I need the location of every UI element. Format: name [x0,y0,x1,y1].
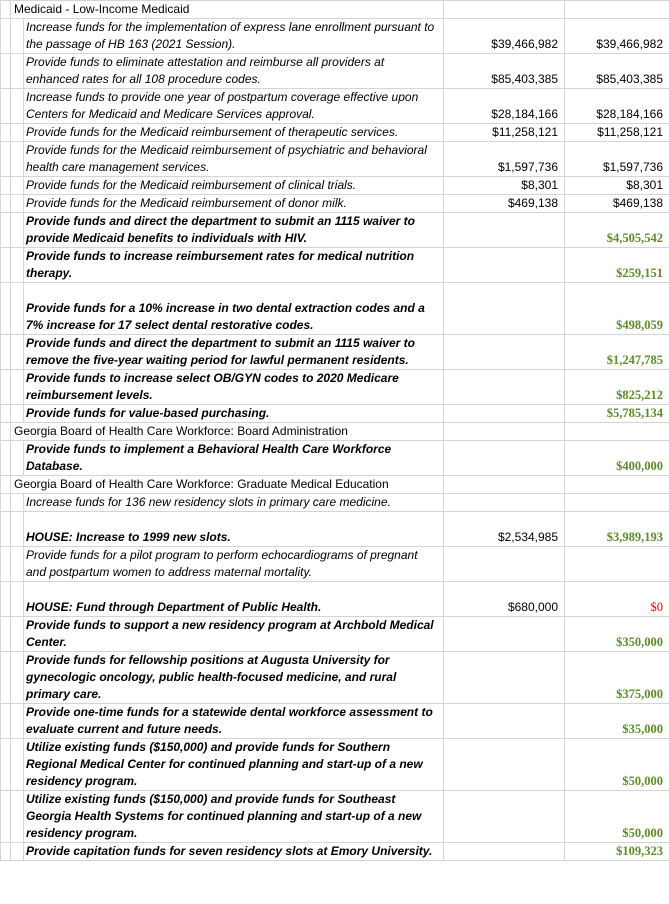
item-description-cell [24,89,444,124]
item-description: Provide funds to support a new residency program at Archbold Medical Center. [26,618,434,649]
governor-amount [444,283,565,335]
line-item-row [1,582,669,617]
item-description-cell [24,124,444,142]
item-description-cell [24,704,444,739]
item-description: Provide funds for a pilot program to perform echocardiograms of pregnant and postpartum women to address maternal mortality. [26,548,418,579]
budget-table-body [1,1,669,861]
indent-cell [11,704,24,739]
item-description: Provide funds for the Medicaid reimbursement of donor milk. [26,196,347,210]
indent-cell [11,512,24,547]
empty-cell [444,476,565,494]
empty-cell [565,1,669,19]
indent-cell [11,124,24,142]
indent-cell [11,547,24,582]
indent-cell [11,283,24,335]
indent-cell [1,441,11,476]
house-amount: $8,301 [565,177,669,195]
item-description-cell [24,494,444,512]
house-amount: $109,323 [565,843,669,861]
item-description-cell [24,248,444,283]
indent-cell [1,124,11,142]
line-item-row [1,195,669,213]
section-header-row [1,423,669,441]
item-description: Provide funds for the Medicaid reimbursement of clinical trials. [26,178,357,192]
item-description: Provide funds for a 10% increase in two dental extraction codes and a 7% increase for 17 select dental restorative codes. [26,301,425,332]
house-amount [565,494,669,512]
governor-amount: $469,138 [444,195,565,213]
house-amount: $375,000 [565,652,669,704]
line-item-row [1,494,669,512]
item-description: Increase funds for 136 new residency slots in primary care medicine. [26,495,391,509]
spacer [26,582,440,599]
line-item-row [1,124,669,142]
empty-cell [444,1,565,19]
item-description: Provide funds for the Medicaid reimbursement of therapeutic services. [26,125,399,139]
indent-cell [1,405,11,423]
item-description-cell [24,335,444,370]
house-amount: $85,403,385 [565,54,669,89]
item-description: Provide funds to increase reimbursement rates for medical nutrition therapy. [26,249,415,280]
indent-cell [11,494,24,512]
item-description: Provide funds for fellowship positions at Augusta University for gynecologic oncology, public health-focused medicine, and rural primary care. [26,653,397,701]
house-amount: $0 [565,582,669,617]
indent-cell [1,739,11,791]
indent-cell [11,335,24,370]
indent-cell [11,739,24,791]
item-description-cell [24,283,444,335]
indent-cell [11,617,24,652]
house-amount: $3,989,193 [565,512,669,547]
governor-amount [444,652,565,704]
governor-amount [444,739,565,791]
item-description: Provide one-time funds for a statewide dental workforce assessment to evaluate current and future needs. [26,705,433,736]
line-item-row [1,547,669,582]
item-description: Provide funds to implement a Behavioral Health Care Workforce Database. [26,442,392,473]
governor-amount [444,547,565,582]
item-description: Increase funds for the implementation of express lane enrollment pursuant to the passage of HB 163 (2021 Session). [26,20,435,51]
indent-cell [1,791,11,843]
item-description-cell [24,739,444,791]
indent-cell [11,19,24,54]
item-description: Provide funds for value-based purchasing. [26,406,270,420]
empty-cell [565,476,669,494]
empty-cell [565,423,669,441]
indent-cell [1,177,11,195]
governor-amount [444,843,565,861]
governor-amount [444,213,565,248]
indent-cell [11,248,24,283]
house-amount: $50,000 [565,739,669,791]
indent-cell [1,370,11,405]
indent-cell [11,441,24,476]
governor-amount: $28,184,166 [444,89,565,124]
governor-amount: $11,258,121 [444,124,565,142]
empty-cell [444,423,565,441]
house-amount: $1,247,785 [565,335,669,370]
indent-cell [11,843,24,861]
indent-cell [11,582,24,617]
line-item-row [1,248,669,283]
governor-amount [444,441,565,476]
indent-cell [1,582,11,617]
indent-cell [1,423,11,441]
item-description-cell [24,213,444,248]
section-title: Georgia Board of Health Care Workforce: Board Administration [11,423,444,441]
house-amount [565,547,669,582]
indent-cell [11,195,24,213]
indent-cell [1,1,11,19]
indent-cell [1,476,11,494]
line-item-row [1,843,669,861]
line-item-row [1,19,669,54]
item-description-cell [24,791,444,843]
spacer [26,283,440,300]
indent-cell [1,195,11,213]
governor-amount [444,335,565,370]
governor-amount: $2,534,985 [444,512,565,547]
item-description: Utilize existing funds ($150,000) and provide funds for Southern Regional Medical Center for continued planning and start-up of a new residency program. [26,740,423,788]
indent-cell [11,370,24,405]
governor-amount: $1,597,736 [444,142,565,177]
house-amount: $469,138 [565,195,669,213]
indent-cell [1,142,11,177]
indent-cell [11,652,24,704]
governor-amount: $8,301 [444,177,565,195]
house-amount: $50,000 [565,791,669,843]
indent-cell [1,54,11,89]
line-item-row [1,54,669,89]
item-description: Provide funds to increase select OB/GYN codes to 2020 Medicare reimbursement levels. [26,371,399,402]
indent-cell [1,89,11,124]
house-amount: $350,000 [565,617,669,652]
item-description: Provide funds and direct the department to submit an 1115 waiver to remove the five-year waiting period for lawful permanent residents. [26,336,415,367]
section-header-row [1,476,669,494]
line-item-row [1,283,669,335]
item-description-cell [24,617,444,652]
item-description: Provide funds for the Medicaid reimbursement of psychiatric and behavioral health care management services. [26,143,427,174]
indent-cell [1,547,11,582]
item-description-cell [24,142,444,177]
indent-cell [1,213,11,248]
item-description-cell [24,843,444,861]
house-amount: $11,258,121 [565,124,669,142]
section-title: Medicaid - Low-Income Medicaid [11,1,444,19]
indent-cell [1,843,11,861]
indent-cell [11,791,24,843]
governor-amount: $85,403,385 [444,54,565,89]
item-description-cell [24,370,444,405]
house-amount: $259,151 [565,248,669,283]
item-description: Provide funds to eliminate attestation and reimburse all providers at enhanced rates for all 108 procedure codes. [26,55,385,86]
house-amount: $5,785,134 [565,405,669,423]
item-description-cell [24,177,444,195]
indent-cell [1,652,11,704]
item-description: HOUSE: Fund through Department of Public Health. [26,600,322,614]
item-description: Provide funds and direct the department to submit an 1115 waiver to provide Medicaid benefits to individuals with HIV. [26,214,415,245]
indent-cell [11,177,24,195]
house-amount: $825,212 [565,370,669,405]
line-item-row [1,213,669,248]
indent-cell [11,142,24,177]
governor-amount [444,405,565,423]
indent-cell [1,494,11,512]
line-item-row [1,704,669,739]
item-description: Provide capitation funds for seven residency slots at Emory University. [26,844,433,858]
line-item-row [1,177,669,195]
house-amount: $35,000 [565,704,669,739]
line-item-row [1,739,669,791]
item-description: Utilize existing funds ($150,000) and provide funds for Southeast Georgia Health Systems for continued planning and start-up of a new residency program. [26,792,422,840]
item-description-cell [24,547,444,582]
indent-cell [1,283,11,335]
line-item-row [1,335,669,370]
governor-amount [444,370,565,405]
item-description-cell [24,441,444,476]
line-item-row [1,652,669,704]
line-item-row [1,441,669,476]
line-item-row [1,405,669,423]
house-amount: $28,184,166 [565,89,669,124]
line-item-row [1,791,669,843]
line-item-row [1,617,669,652]
item-description-cell [24,195,444,213]
indent-cell [1,19,11,54]
item-description: Increase funds to provide one year of postpartum coverage effective upon Centers for Medicaid and Medicare Services approval. [26,90,419,121]
governor-amount [444,248,565,283]
line-item-row [1,89,669,124]
item-description-cell [24,582,444,617]
house-amount: $1,597,736 [565,142,669,177]
house-amount: $39,466,982 [565,19,669,54]
spacer [26,512,440,529]
indent-cell [1,512,11,547]
governor-amount [444,617,565,652]
house-amount: $400,000 [565,441,669,476]
indent-cell [1,335,11,370]
item-description-cell [24,54,444,89]
item-description: HOUSE: Increase to 1999 new slots. [26,530,231,544]
indent-cell [1,704,11,739]
item-description-cell [24,405,444,423]
section-header-row [1,1,669,19]
indent-cell [11,89,24,124]
house-amount: $4,505,542 [565,213,669,248]
line-item-row [1,512,669,547]
governor-amount: $680,000 [444,582,565,617]
governor-amount: $39,466,982 [444,19,565,54]
indent-cell [11,213,24,248]
indent-cell [11,405,24,423]
house-amount: $498,059 [565,283,669,335]
governor-amount [444,791,565,843]
indent-cell [1,617,11,652]
item-description-cell [24,512,444,547]
indent-cell [1,248,11,283]
governor-amount [444,704,565,739]
indent-cell [11,54,24,89]
line-item-row [1,142,669,177]
governor-amount [444,494,565,512]
item-description-cell [24,19,444,54]
line-item-row [1,370,669,405]
section-title: Georgia Board of Health Care Workforce: Graduate Medical Education [11,476,444,494]
item-description-cell [24,652,444,704]
